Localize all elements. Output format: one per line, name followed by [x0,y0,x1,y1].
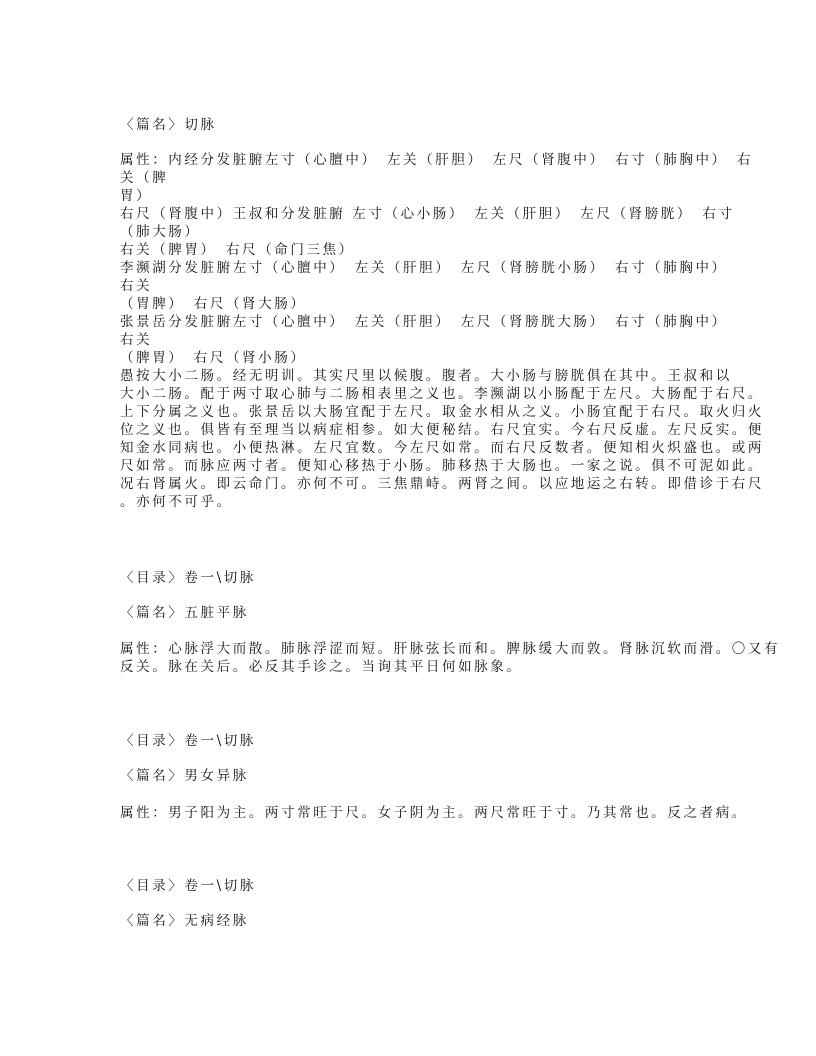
text-line: 愚按大小二肠。经无明训。其实尺里以候腹。腹者。大小肠与膀胱俱在其中。王叔和以 [120,368,732,384]
section-title: 〈篇名〉男女异脉 [120,768,249,784]
text-line: 属性：内经分发脏腑左寸（心膻中） 左关（肝胆） 左尺（肾腹中） 右寸（肺胸中） 右 [120,152,754,168]
text-line: 右关（脾胃） 右尺（命门三焦） [120,242,355,258]
text-line: 上下分属之义也。张景岳以大肠宜配于左尺。取金水相从之义。小肠宜配于右尺。取火归火 [120,404,764,420]
text-line: 属性：男子阳为主。两寸常旺于尺。女子阴为主。两尺常旺于寸。乃其常也。反之者病。 [120,805,748,821]
text-line: 张景岳分发脏腑左寸（心膻中） 左关（肝胆） 左尺（肾膀胱大肠） 右寸（肺胸中） [120,314,728,330]
text-line: 知金水同病也。小便热淋。左尺宜数。今左尺如常。而右尺反数者。便知相火炽盛也。或两 [120,440,764,456]
section-title: 〈篇名〉切脉 [120,117,217,133]
text-line: 。亦何不可乎。 [120,494,233,510]
catalog-path: 〈目录〉卷一\切脉 [120,733,256,749]
text-line: 关（脾 [120,170,169,186]
text-line: 位之义也。俱皆有至理当以病症相参。如大便秘结。右尺宜实。今右尺反虚。左尺反实。便 [120,422,764,438]
catalog-path: 〈目录〉卷一\切脉 [120,878,256,894]
text-line: 况右肾属火。即云命门。亦何不可。三焦鼎峙。两肾之间。以应地运之右转。即借诊于右尺 [120,476,764,492]
catalog-path: 〈目录〉卷一\切脉 [120,570,256,586]
text-line: 属性：心脉浮大而散。肺脉浮涩而短。肝脉弦长而和。脾脉缓大而敦。肾脉沉软而滑。〇又有 [120,641,781,657]
text-line: 右关 [120,332,153,348]
section-title: 〈篇名〉无病经脉 [120,913,249,929]
text-line: 尺如常。而脉应两寸者。便知心移热于小肠。肺移热于大肠也。一家之说。俱不可泥如此。 [120,458,764,474]
text-line: 反关。脉在关后。必反其手诊之。当询其平日何如脉象。 [120,659,523,675]
text-line: 右关 [120,278,153,294]
text-line: （肺大肠） [120,224,201,240]
text-line: 右尺（肾腹中）王叔和分发脏腑 左寸（心小肠） 左关（肝胆） 左尺（肾膀胱） 右寸 [120,206,735,222]
section-title: 〈篇名〉五脏平脉 [120,605,249,621]
text-line: （脾胃） 右尺（肾小肠） [120,350,307,366]
text-line: 李濒湖分发脏腑左寸（心膻中） 左关（肝胆） 左尺（肾膀胱小肠） 右寸（肺胸中） [120,260,728,276]
text-line: 大小二肠。配于两寸取心肺与二肠相表里之义也。李濒湖以小肠配于左尺。大肠配于右尺。 [120,386,764,402]
text-line: （胃脾） 右尺（肾大肠） [120,296,307,312]
text-line: 胃） [120,188,153,204]
